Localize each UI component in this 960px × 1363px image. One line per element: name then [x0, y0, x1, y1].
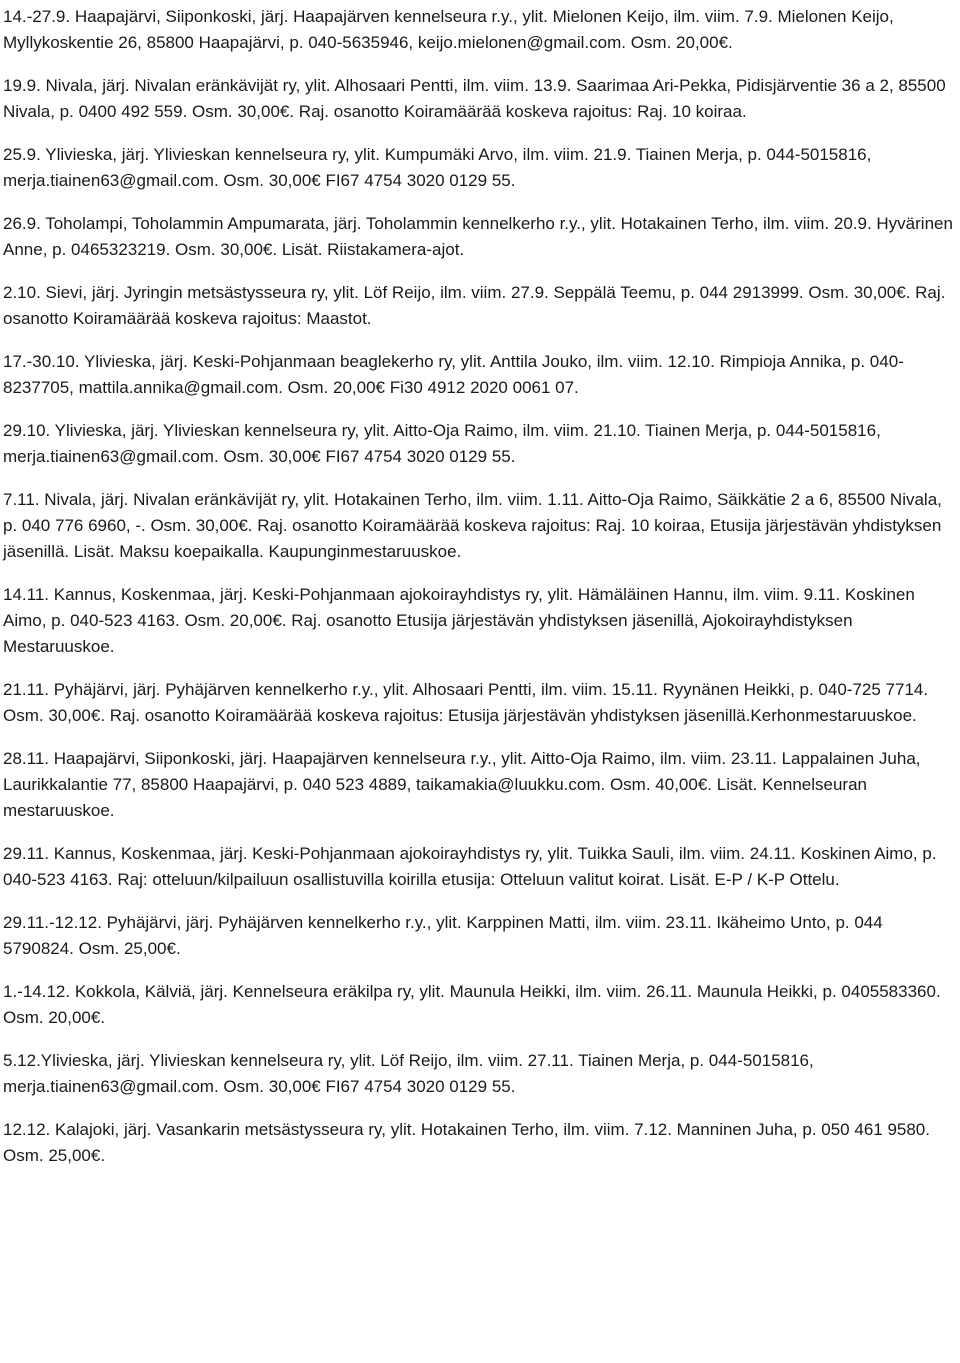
event-entry: 29.11.-12.12. Pyhäjärvi, järj. Pyhäjärven kennelkerho r.y., ylit. Karppinen Matti, ilm. viim. 23.11. Ikäheimo Unto, p. 044 5790824. Osm. 25,00€. — [3, 913, 883, 958]
event-entry: 19.9. Nivala, järj. Nivalan eränkävijät ry, ylit. Alhosaari Pentti, ilm. viim. 13.9. Saarimaa Ari-Pekka, Pidisjärventie 36 a 2, 85500 Nivala, p. 0400 492 559. Osm. 30,00€. Raj. osanotto Koiramäärää koskeva rajoitus: Raj. 10 koiraa. — [3, 76, 946, 121]
document-page — [3, 4, 957, 1169]
event-entry: 28.11. Haapajärvi, Siiponkoski, järj. Haapajärven kennelseura r.y., ylit. Aitto-Oja Raimo, ilm. viim. 23.11. Lappalainen Juha, Laurikkalantie 77, 85800 Haapajärvi, p. 040 523 4889, taikamakia@luukku.com. Osm. 40,00€. Lisät. Kennelseuran mestaruuskoe. — [3, 749, 921, 820]
event-entry: 1.-14.12. Kokkola, Kälviä, järj. Kennelseura eräkilpa ry, ylit. Maunula Heikki, ilm. viim. 26.11. Maunula Heikki, p. 0405583360. Osm. 20,00€. — [3, 982, 941, 1027]
event-entry: 26.9. Toholampi, Toholammin Ampumarata, järj. Toholammin kennelkerho r.y., ylit. Hotakainen Terho, ilm. viim. 20.9. Hyvärinen Anne, p. 0465323219. Osm. 30,00€. Lisät. Riistakamera-ajot. — [3, 214, 953, 259]
event-entry: 2.10. Sievi, järj. Jyringin metsästysseura ry, ylit. Löf Reijo, ilm. viim. 27.9. Seppälä Teemu, p. 044 2913999. Osm. 30,00€. Raj. osanotto Koiramäärää koskeva rajoitus: Maastot. — [3, 283, 946, 328]
event-entry: 5.12.Ylivieska, järj. Ylivieskan kennelseura ry, ylit. Löf Reijo, ilm. viim. 27.11. Tiainen Merja, p. 044-5015816, merja.tiainen63@gmail.com. Osm. 30,00€ FI67 4754 3020 0129 55. — [3, 1051, 814, 1096]
event-entry: 7.11. Nivala, järj. Nivalan eränkävijät ry, ylit. Hotakainen Terho, ilm. viim. 1.11. Aitto-Oja Raimo, Säikkätie 2 a 6, 85500 Nivala, p. 040 776 6960, -. Osm. 30,00€. Raj. osanotto Koiramäärää koskeva rajoitus: Raj. 10 koiraa, Etusija järjestävän yhdistyksen jäsenillä. Lisät. Maksu koepaikalla. Kaupunginmestaruuskoe. — [3, 490, 942, 561]
event-entry: 12.12. Kalajoki, järj. Vasankarin metsästysseura ry, ylit. Hotakainen Terho, ilm. viim. 7.12. Manninen Juha, p. 050 461 9580. Osm. 25,00€. — [3, 1120, 930, 1165]
event-entry: 14.-27.9. Haapajärvi, Siiponkoski, järj. Haapajärven kennelseura r.y., ylit. Mielonen Keijo, ilm. viim. 7.9. Mielonen Keijo, Myllykoskentie 26, 85800 Haapajärvi, p. 040-5635946, keijo.mielonen@gmail.com. Osm. 20,00€. — [3, 7, 894, 52]
event-entry: 29.11. Kannus, Koskenmaa, järj. Keski-Pohjanmaan ajokoirayhdistys ry, ylit. Tuikka Sauli, ilm. viim. 24.11. Koskinen Aimo, p. 040-523 4163. Raj: otteluun/kilpailuun osallistuvilla koirilla etusija: Otteluun valitut koirat. Lisät. E-P / K-P Ottelu. — [3, 844, 937, 889]
event-entry: 25.9. Ylivieska, järj. Ylivieskan kennelseura ry, ylit. Kumpumäki Arvo, ilm. viim. 21.9. Tiainen Merja, p. 044-5015816, merja.tiainen63@gmail.com. Osm. 30,00€ FI67 4754 3020 0129 55. — [3, 145, 872, 190]
event-entry: 21.11. Pyhäjärvi, järj. Pyhäjärven kennelkerho r.y., ylit. Alhosaari Pentti, ilm. viim. 15.11. Ryynänen Heikki, p. 040-725 7714. Osm. 30,00€. Raj. osanotto Koiramäärää koskeva rajoitus: Etusija järjestävän yhdistyksen jäsenillä.Kerhonmestaruuskoe. — [3, 680, 929, 725]
event-entry: 17.-30.10. Ylivieska, järj. Keski-Pohjanmaan beaglekerho ry, ylit. Anttila Jouko, ilm. viim. 12.10. Rimpioja Annika, p. 040-8237705, mattila.annika@gmail.com. Osm. 20,00€ Fi30 4912 2020 0061 07. — [3, 352, 904, 397]
event-entry: 14.11. Kannus, Koskenmaa, järj. Keski-Pohjanmaan ajokoirayhdistys ry, ylit. Hämäläinen Hannu, ilm. viim. 9.11. Koskinen Aimo, p. 040-523 4163. Osm. 20,00€. Raj. osanotto Etusija järjestävän yhdistyksen jäsenillä, Ajokoirayhdistyksen Mestaruuskoe. — [3, 585, 915, 656]
event-entry: 29.10. Ylivieska, järj. Ylivieskan kennelseura ry, ylit. Aitto-Oja Raimo, ilm. viim. 21.10. Tiainen Merja, p. 044-5015816, merja.tiainen63@gmail.com. Osm. 30,00€ FI67 4754 3020 0129 55. — [3, 421, 881, 466]
